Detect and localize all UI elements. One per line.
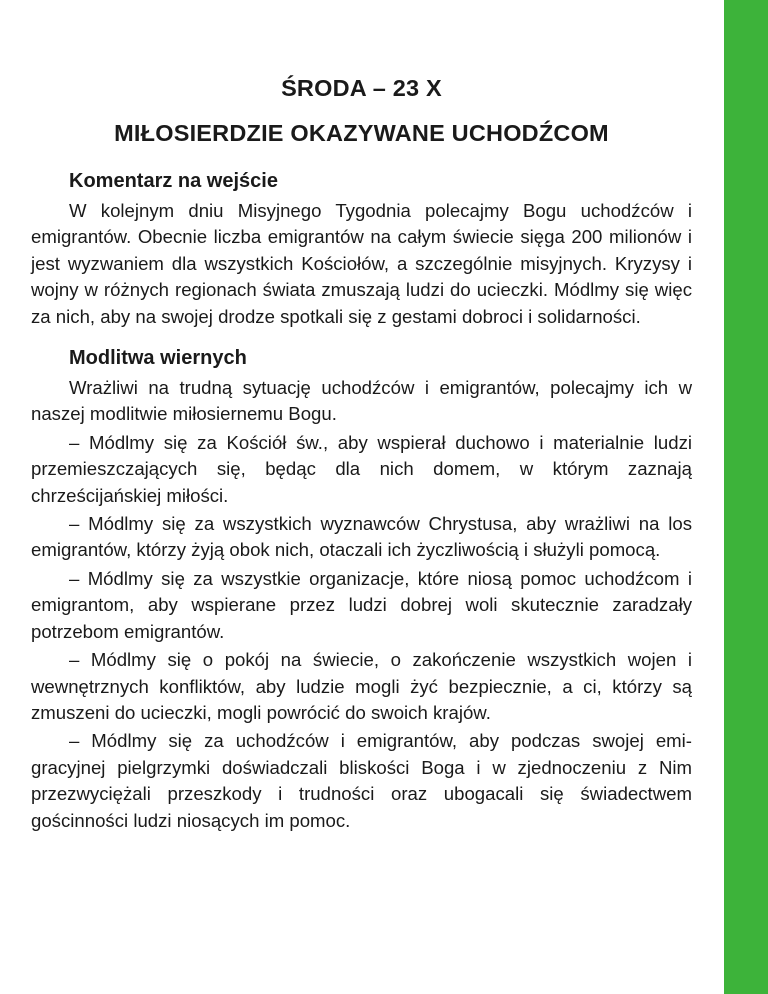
intention-item: – Módlmy się za Kościół św., aby wspierał duchowo i materialnie ludzi przemieszczających się, będąc dla nich domem, w którym zaznają chrześcijańskiej miłości. [31,431,692,506]
page-content [31,72,692,834]
intention-item: – Módlmy się za uchodźców i emigrantów, aby podczas swojej emigracyjnej pielgrzymki doświadczali bliskości Boga i w zjednoczeniu z Nim przezwyciężali przeszkody i trudności oraz ubogacali się świadectwem gościnności ludzi niosących im pomoc. [31,730,692,831]
modlitwa-intro: Wrażliwi na trudną sytuację uchodźców i emigrantów, polecajmy ich w naszej modlitwie miłosiernemu Bogu. [31,377,692,425]
green-side-bar [724,0,768,994]
page-title-date: ŚRODA – 23 X [281,75,442,101]
intention-item: – Módlmy się o pokój na świecie, o zakończenie wszystkich wojen i wewnętrznych konfliktów, aby ludzie mogli żyć bezpiecznie, a ci, którzy są zmuszeni do ucieczki, mogli powrócić do swoich krajów. [31,649,692,723]
page-title-theme: MIŁOSIERDZIE OKAZYWANE UCHODŹCOM [114,120,609,146]
intention-item: – Módlmy się za wszystkie organizacje, które niosą pomoc uchodźcom i emigrantom, aby wspierane przez ludzi dobrej woli skutecznie zaradzały potrzebom emigrantów. [31,567,692,642]
intention-item: – Módlmy się za wszystkich wyznawców Chrystusa, aby wrażliwi na los emigrantów, którzy żyją obok nich, otaczali ich życzliwością i służyli pomocą. [31,513,692,561]
section-heading-komentarz: Komentarz na wejście [69,170,278,192]
section-heading-modlitwa: Modlitwa wiernych [69,347,247,370]
komentarz-text: W kolejnym dniu Misyjnego Tygodnia polecajmy Bogu uchodźców i emigrantów. Obecnie liczba emigrantów na całym świecie sięga 200 milionów i jest wyzwaniem dla wszystkich Kościołów, a szczególnie misyjnych. Kryzysy i wojny w różnych regionach świata zmuszają ludzi do ucieczki. Módlmy się więc za nich, aby na swojej drodze spotkali się z gestami dobroci i solidarności. [31,200,692,327]
